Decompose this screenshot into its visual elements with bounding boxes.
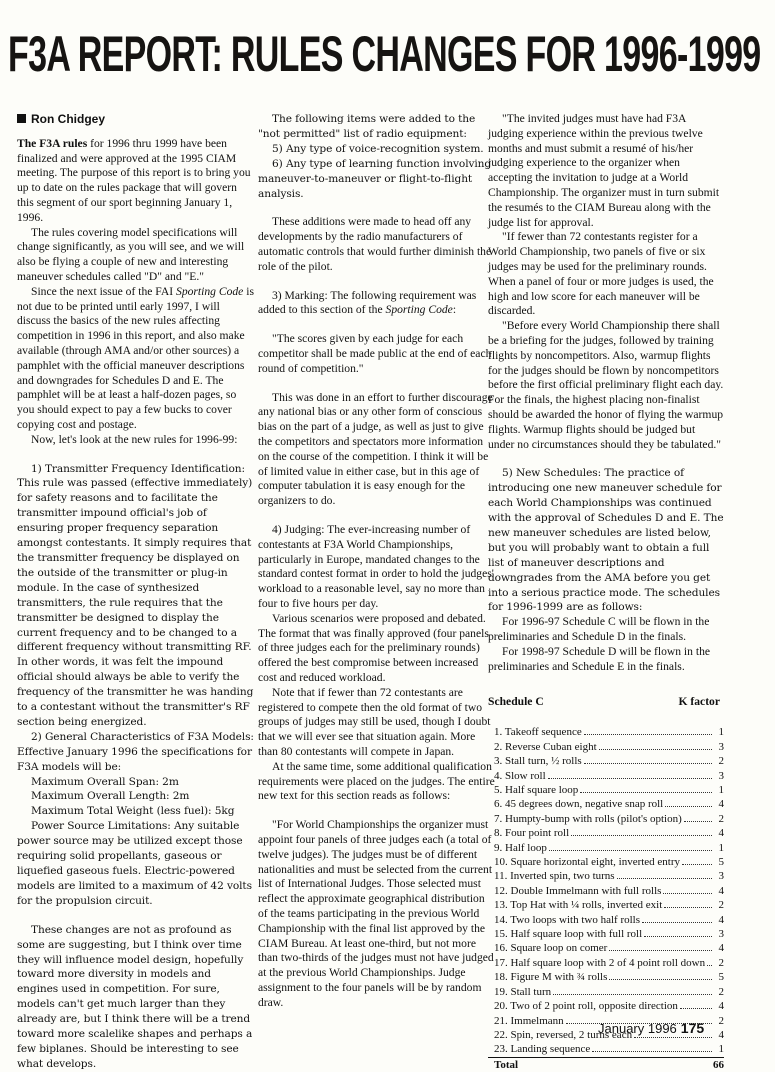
dot-leader	[584, 763, 712, 764]
schedule-row	[488, 970, 724, 984]
lead-in: The F3A rules	[17, 136, 88, 150]
column-3	[488, 112, 724, 1072]
schedule-row	[488, 985, 724, 999]
k-factor: 5	[718, 971, 724, 984]
dot-leader	[707, 965, 712, 966]
maneuver-name: 20. Two of 2 point roll, opposite direction	[494, 1000, 678, 1013]
schedule-row	[488, 725, 724, 739]
paragraph: 5) New Schedules: The practice of introducing one new maneuver schedule for each World Championships was continued with the approval of Schedules D and E. The new maneuver schedules are listed below, but you will probably want to obtain a full list of maneuver descriptions and downgrades from the AMA before you get into a serious practice mode. The schedules for 1996-1999 are as follows:	[488, 467, 724, 614]
maneuver-name: 11. Inverted spin, two turns	[494, 870, 615, 883]
paragraph: For 1996-97 Schedule C will be flown in the preliminaries and Schedule D in the finals.	[488, 615, 710, 644]
paragraph: This was done in an effort to further discourage any national bias or any other form of conscious bias on the part of a judge, as well as just to give the competitors and spectators more information on the course of the competition. I think it will be of limited value in either case, but in this age of computer tabulation it is easy enough for the organizers to do.	[258, 390, 493, 508]
schedule-row	[488, 841, 724, 855]
k-factor: 4	[718, 913, 724, 926]
maneuver-name: 2. Reverse Cuban eight	[494, 740, 597, 753]
paragraph: These changes are not as profound as some are suggesting, but I think over time they will influence model design, hopefully toward more diversity in models and engines used in competition. For sure, models can't get much larger than they already are, but I think there will be a trend toward more scalelike shapes and perhaps a few biplanes. Should be interesting to see what develops.	[17, 923, 253, 1070]
k-factor: 1	[718, 1043, 724, 1056]
maneuver-name: 13. Top Hat with ¼ rolls, inverted exit	[494, 899, 663, 912]
k-factor: 3	[718, 769, 724, 782]
schedule-header	[488, 695, 724, 710]
quote: "The scores given by each judge for each competitor shall be made public at the end of each round of competition."	[258, 332, 492, 375]
quote: "For World Championships the organizer must appoint four panels of three judges each (a total of twelve judges). The judges must be of different nationalities and must be selected from the current list of International Judges. Those selected must reflect the approximate geographical distribution of the teams participating in the previous World Championship with the final list approved by the CIAM Bureau. At least one-third, but not more than two-thirds of the judges must not have judged at the previous World Championships. Judge assignment to the four panels will be by random draw.	[258, 818, 494, 1009]
dot-leader	[548, 778, 712, 779]
k-factor: 3	[718, 740, 724, 753]
maneuver-name: 19. Stall turn	[494, 985, 552, 998]
paragraph: The following items were added to the "not permitted" list of radio equipment:	[258, 113, 476, 140]
schedule-row	[488, 898, 724, 912]
paragraph: 1) Transmitter Frequency Identification: This rule was passed (effective immediately) for safety reasons and to facilitate the transmitter impound official's job of ensuring proper frequency separation amongst contestants. It simply requires that the transmitter frequency be displayed on the outside of the transmitter or plug-in module. In the case of synthesized transmitters, the rule requires that the transmitter be designed to display the current frequency and to be changed to a different frequency without transmitting RF. In other words, it was felt the impound official should always be able to verify the frequency of the transmitter he was handing to a contestant without the transmitter's RF section being energized.	[17, 462, 254, 728]
schedule-row	[488, 941, 724, 955]
maneuver-name: 15. Half square loop with full roll	[494, 928, 643, 941]
k-factor: 2	[718, 985, 724, 998]
dot-leader	[553, 994, 712, 995]
maneuver-name: 10. Square horizontal eight, inverted entry	[494, 856, 681, 869]
quote: "The invited judges must have had F3A judging experience within the previous twelve months and must submit a resumé of his/her judging experience to the organizer when accepting the invitation to judge at a World Championship. The organizer must in turn submit the resumés to the CIAM Bureau along with the judge list for approval.	[488, 112, 720, 229]
k-factor: 1	[718, 726, 724, 739]
k-factor: 2	[718, 1014, 724, 1027]
schedule-row	[488, 999, 724, 1013]
k-factor: 4	[718, 1000, 724, 1013]
paragraph: Note that if fewer than 72 contestants are registered to compete then the old format of two groups of judges may still be used, though I doubt that we will ever see that situation again. More than 80 contestants will compete in Japan.	[258, 685, 491, 758]
page-number: 175	[680, 1020, 705, 1036]
maneuver-name: 7. Humpty-bump with rolls (pilot's option)	[494, 812, 682, 825]
quote: "Before every World Championship there shall be a briefing for the judges, followed by training flights by noncompetitors. Also, warmup flights for the judges should be flown by noncompetitors before the first official preliminary flight each day. For the finals, the highest placing non-finalist should be awarded the honor of flying the warmup flights. Warmup flights should be judged but under no circumstances should they be tabulated."	[488, 319, 724, 451]
dot-leader	[663, 893, 712, 894]
k-factor: 4	[718, 1028, 724, 1041]
dot-leader	[665, 806, 712, 807]
schedule-row	[488, 927, 724, 941]
spec-line: Maximum Total Weight (less fuel): 5kg	[31, 805, 235, 818]
dot-leader	[584, 734, 712, 735]
paragraph: 2) General Characteristics of F3A Models: Effective January 1996 the specifications for F3A models will be:	[17, 730, 254, 773]
paragraph-text: 3) Marking: The following requirement was added to this section of the	[258, 288, 477, 317]
paragraph: The rules covering model specifications will change significantly, as you will see, and we will also be flying a couple of new and interesting maneuver schedules called "D" and "E."	[17, 225, 245, 283]
k-factor: 4	[718, 942, 724, 955]
column-2	[258, 112, 496, 1010]
dot-leader	[609, 979, 712, 980]
paragraph: 6) Any type of learning function involving maneuver-to-maneuver or flight-to-flight analysis.	[258, 157, 492, 200]
schedule-row	[488, 1042, 724, 1056]
dot-leader	[682, 864, 712, 865]
dot-leader	[599, 749, 712, 750]
schedule-table	[488, 725, 724, 1057]
dot-leader	[580, 792, 712, 793]
k-factor-heading: K factor	[678, 694, 720, 708]
dot-leader	[642, 922, 712, 923]
k-factor: 4	[718, 884, 724, 897]
dot-leader	[609, 950, 712, 951]
schedule-title: Schedule C	[488, 694, 544, 708]
schedule-row	[488, 783, 724, 797]
maneuver-name: 6. 45 degrees down, negative snap roll	[494, 798, 664, 811]
schedule-row	[488, 740, 724, 754]
schedule-total-row	[488, 1058, 724, 1072]
spec-line: Maximum Overall Length: 2m	[31, 790, 190, 803]
k-factor: 2	[718, 956, 724, 969]
dot-leader	[634, 1037, 712, 1038]
maneuver-name: 21. Immelmann	[494, 1014, 564, 1027]
k-factor: 4	[718, 798, 724, 811]
schedule-row	[488, 769, 724, 783]
schedule-row	[488, 869, 724, 883]
paragraph-text: Since the next issue of the FAI	[31, 284, 177, 298]
italic-text: Sporting Code	[385, 303, 453, 317]
dot-leader	[549, 850, 712, 851]
paragraph-text: is not due to be printed until early 1997, I will discuss the basics of the new rules affecting competition in 1996 in this report, and also make available (through AMA and/or other sources) a pamphlet with the official maneuver descriptions and downgrades for Schedules D and E. The pamphlet will be at least a half-dozen pages, so you should expect to pay a few bucks to cover copying cost and postage.	[17, 284, 254, 431]
paragraph	[17, 285, 255, 433]
paragraph: For 1998-97 Schedule D will be flown in the preliminaries and Schedule E in the finals.	[488, 644, 711, 673]
schedule-row	[488, 754, 724, 768]
paragraph-text: for 1996 thru 1999 have been finalized and were approved at the 1995 CIAM meeting. The purpose of this report is to bring you up to date on the rules package that will govern this segment of our sport beginning January 1, 1996.	[17, 136, 251, 224]
maneuver-name: 8. Four point roll	[494, 827, 570, 840]
paragraph-text: :	[452, 303, 457, 317]
page-footer	[598, 1020, 704, 1036]
dot-leader	[592, 1051, 712, 1052]
k-factor: 1	[718, 784, 724, 796]
author-name: Ron Chidgey	[31, 112, 105, 126]
maneuver-name: 1. Takeoff sequence	[494, 726, 582, 739]
k-factor: 4	[718, 827, 724, 840]
schedule-row	[488, 884, 724, 898]
schedule-row	[488, 826, 724, 840]
maneuver-name: 18. Figure M with ¾ rolls	[494, 971, 608, 984]
quote: "If fewer than 72 contestants register for a World Championship, two panels of five or six judges may be used for the preliminary rounds. When a panel of four or more judges is used, the high and low score for each maneuver will be discarded.	[488, 230, 714, 318]
dot-leader	[617, 878, 712, 879]
dot-leader	[644, 936, 712, 937]
dot-leader	[664, 907, 712, 908]
paragraph: At the same time, some additional qualification requirements were placed on the judges. The entire new text for this section reads as follows:	[258, 759, 495, 803]
schedule-row	[488, 812, 724, 826]
schedule-row	[488, 797, 724, 811]
paragraph: 4) Judging: The ever-increasing number of contestants at F3A World Championships, particularly in Europe, mandated changes to the standard contest format in order to hold the judges' workload to a reasonable level, say no more than four to five hours per day.	[258, 522, 494, 610]
maneuver-name: 12. Double Immelmann with full rolls	[494, 884, 662, 897]
k-factor: 3	[718, 928, 724, 941]
maneuver-name: 16. Square loop on comer	[494, 942, 608, 955]
paragraph: Power Source Limitations: Any suitable power source may be utilized except those requiring solid propellants, gaseous or liquefied gaseous fuels. Electric-powered models are limited to a maximum of 42 volts for the propulsion circuit.	[17, 820, 252, 907]
k-factor: 1	[718, 841, 724, 854]
byline-bullet-icon	[17, 114, 26, 123]
total-value: 66	[713, 1058, 724, 1071]
maneuver-name: 17. Half square loop with 2 of 4 point roll down	[494, 956, 706, 969]
italic-text: Sporting Code	[176, 284, 244, 298]
paragraph: Various scenarios were proposed and debated. The format that was finally approved (four panels of three judges each for the preliminary rounds) offered the best compromise between increased cost and reduced workload.	[258, 611, 489, 684]
schedule-row	[488, 855, 724, 869]
k-factor: 2	[718, 755, 724, 768]
maneuver-name: 9. Half loop	[494, 841, 547, 854]
maneuver-name: 22. Spin, reversed, 2 turns each	[494, 1028, 633, 1041]
spec-line: Maximum Overall Span: 2m	[31, 775, 179, 788]
maneuver-name: 23. Landing sequence	[494, 1043, 591, 1056]
k-factor: 2	[718, 812, 724, 825]
maneuver-name: 3. Stall turn, ½ rolls	[494, 755, 582, 768]
paragraph	[17, 137, 255, 226]
k-factor: 3	[718, 870, 724, 883]
paragraph: 5) Any type of voice-recognition system.	[272, 142, 484, 155]
dot-leader	[684, 821, 712, 822]
paragraph	[258, 289, 496, 319]
paragraph: These additions were made to head off any developments by the radio manufacturers of automatic controls that would further diminish the role of the pilot.	[258, 215, 492, 273]
byline	[17, 112, 255, 127]
k-factor: 2	[718, 899, 724, 912]
maneuver-name: 14. Two loops with two half rolls	[494, 913, 640, 926]
dot-leader	[680, 1008, 712, 1009]
paragraph: Now, let's look at the new rules for 1996-99:	[31, 432, 238, 446]
maneuver-name: 5. Half square loop	[494, 784, 579, 796]
k-factor: 5	[718, 856, 724, 869]
article-title: F3A REPORT: RULES CHANGES FOR 1996-1999	[8, 26, 761, 82]
maneuver-name: 4. Slow roll	[494, 769, 546, 782]
issue-date: January 1996	[598, 1021, 677, 1036]
schedule-row	[488, 956, 724, 970]
schedule-row	[488, 913, 724, 927]
total-label: Total	[494, 1058, 519, 1071]
column-1	[17, 112, 255, 1072]
dot-leader	[571, 835, 712, 836]
